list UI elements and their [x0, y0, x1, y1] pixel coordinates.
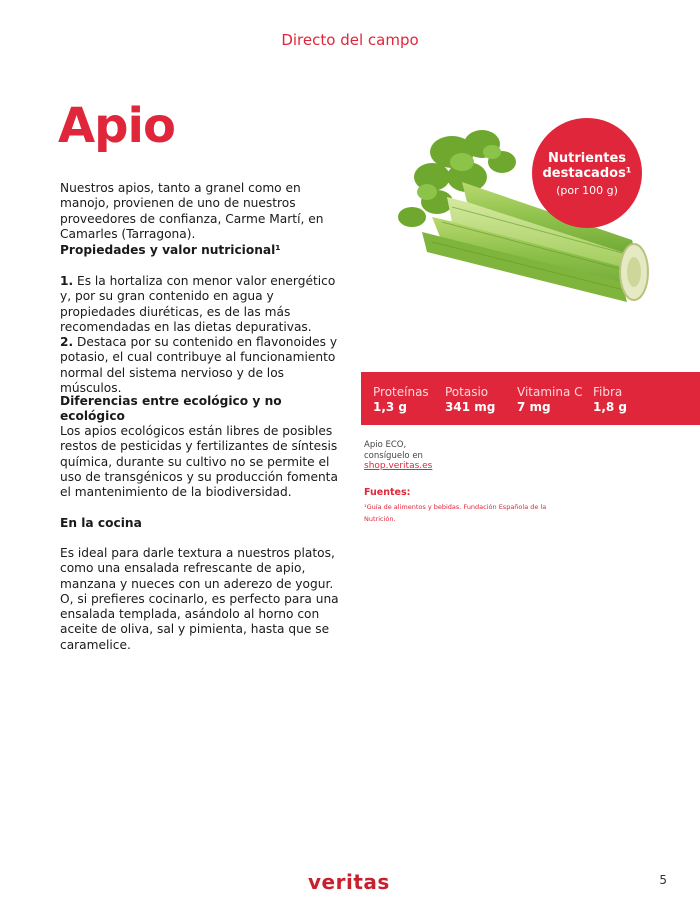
property-text: Es la hortaliza con menor valor energético y, por su gran contenido en agua y propiedades diuréticas, es de las más recomendadas en las dietas depurativas. — [60, 274, 336, 334]
kitchen-heading: En la cocina — [60, 516, 142, 530]
page-title: Apio — [58, 98, 175, 154]
property-item — [60, 335, 345, 396]
properties-heading: Propiedades y valor nutricional¹ — [60, 243, 281, 257]
nutrient-label: Proteínas — [373, 385, 429, 399]
sources — [364, 487, 554, 525]
nutrient-value: 1,8 g — [593, 400, 628, 414]
badge-title: Nutrientes destacados¹ — [542, 151, 632, 181]
property-item — [60, 274, 345, 335]
nutrient-proteinas — [373, 385, 429, 414]
nutrient-fibra — [593, 385, 627, 414]
nutrients-badge — [532, 118, 642, 228]
kitchen-paragraph: Es ideal para darle textura a nuestros platos, como una ensalada refrescante de apio, manzana y nueces con un aderezo de yogur. O, si prefieres cocinarlo, es perfecto para una ensalada templada, asándolo al horno con aceite de oliva, sal y pimienta, hasta que se caramelice. — [60, 546, 339, 652]
property-number: 1. — [60, 274, 74, 288]
nutrient-label: Vitamina C — [517, 385, 583, 399]
sources-text: ¹Guía de alimentos y bebidas. Fundación Española de la Nutrición. — [364, 503, 547, 523]
eco-note-line2: consíguelo en — [364, 450, 423, 461]
property-number: 2. — [60, 335, 74, 350]
intro-paragraph: Nuestros apios, tanto a granel como en manojo, provienen de uno de nuestros proveedores de confianza, Carme Martí, en Camarles (Tarragona). — [60, 181, 324, 241]
property-text: Destaca por su contenido en flavonoides y potasio, el cual contribuye al funcionamiento normal del sistema nervioso y de los músculos. — [60, 335, 338, 396]
veritas-logo: veritas — [308, 870, 390, 894]
nutrient-vitamina-c — [517, 385, 583, 414]
eco-note-line1: Apio ECO, — [364, 440, 407, 450]
nutrient-potasio — [445, 385, 495, 414]
differences-paragraph: Los apios ecológicos están libres de posibles restos de pesticidas y fertilizantes de síntesis química, durante su cultivo no se permite el uso de transgénicos y su producción fomenta el mantenimiento de la biodiversidad. — [60, 424, 338, 500]
nutrient-value: 1,3 g — [373, 400, 408, 414]
nutrient-value: 341 mg — [445, 400, 496, 414]
nutrient-label: Fibra — [593, 385, 623, 399]
nutrient-label: Potasio — [445, 385, 489, 399]
eco-note — [364, 440, 432, 472]
properties-list — [60, 274, 345, 396]
sources-title: Fuentes: — [364, 487, 411, 498]
page-number: 5 — [659, 873, 667, 887]
shop-link[interactable]: shop.veritas.es — [364, 461, 433, 471]
nutrient-value: 7 mg — [517, 400, 551, 414]
badge-subtitle: (por 100 g) — [556, 184, 618, 197]
differences-heading: Diferencias entre ecológico y no ecológico — [60, 394, 282, 424]
section-header: Directo del campo — [281, 31, 419, 49]
nutrient-bar — [361, 372, 700, 425]
